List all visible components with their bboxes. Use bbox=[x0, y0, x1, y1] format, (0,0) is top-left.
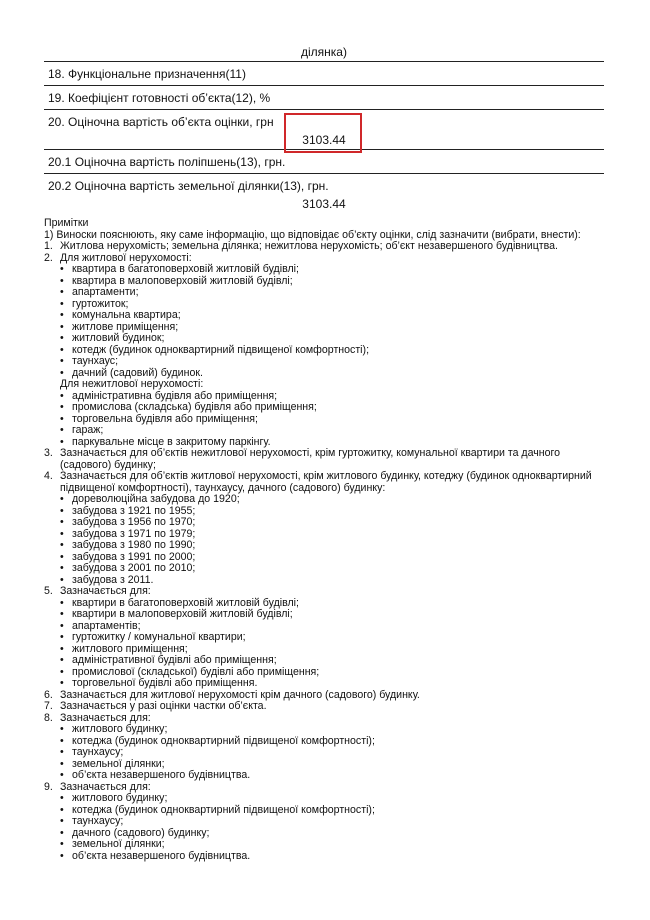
list-item: • торговельної будівлі або приміщення. bbox=[44, 678, 614, 690]
list-item: • забудова з 1921 по 1955; bbox=[44, 506, 614, 518]
nonresidential-heading: Для нежитлової нерухомості: bbox=[60, 378, 204, 390]
list-item: • таунхаусу; bbox=[44, 747, 614, 759]
note-item bbox=[44, 448, 614, 471]
row-18-label: 18. Функціональне призначення(11) bbox=[48, 67, 246, 81]
note-text: Зазначається для житлової нерухомості крім дачного (садового) будинку. bbox=[60, 688, 420, 701]
note-number: 8. bbox=[44, 711, 53, 724]
list-item: • апартаментів; bbox=[44, 621, 614, 633]
row-20-value: 3103.44 bbox=[302, 133, 346, 147]
list-item: • дореволюційна забудова до 1920; bbox=[44, 494, 614, 506]
list-item: • житлове приміщення; bbox=[44, 322, 614, 334]
list-item: • житловий будинок; bbox=[44, 333, 614, 345]
list-item: • адміністративної будівлі або приміщення; bbox=[44, 655, 614, 667]
note-text: Зазначається для об’єктів нежитлової нерухомості, крім гуртожитку, комунальної квартири та дачного (садового) будинку; bbox=[60, 447, 561, 471]
list-item: • гуртожитку / комунальної квартири; bbox=[44, 632, 614, 644]
table-row-20-2 bbox=[44, 174, 604, 212]
list-item: • апартаменти; bbox=[44, 287, 614, 299]
list-item: • торговельна будівля або приміщення; bbox=[44, 414, 614, 426]
note-number: 3. bbox=[44, 447, 53, 459]
row-20-2-value: 3103.44 bbox=[302, 197, 346, 211]
list-item: • забудова з 1971 по 1979; bbox=[44, 529, 614, 541]
list-item: • дачного (садового) будинку; bbox=[44, 828, 614, 840]
note-number: 1. bbox=[44, 240, 53, 252]
list-item: • земельної ділянки; bbox=[44, 759, 614, 771]
list-item: • паркувальне місце в закритому паркінгу. bbox=[44, 437, 614, 449]
row-20-1-label: 20.1 Оціночна вартість поліпшень(13), грн. bbox=[48, 155, 286, 169]
table-row-18 bbox=[44, 62, 604, 86]
note-text: Зазначається для об’єктів житлової нерухомості, крім житлового будинку, котеджу (будинок одноквартирний підвищеної комфортності), таунхаусу, дачного (садового) будинку: bbox=[60, 470, 592, 494]
list-item: • квартира в багатоповерховій житловій будівлі; bbox=[44, 264, 614, 276]
list-item: • об’єкта незавершеного будівництва. bbox=[44, 770, 614, 782]
list-item: • квартири в багатоповерховій житловій будівлі; bbox=[44, 598, 614, 610]
note-number: 4. bbox=[44, 470, 53, 482]
list-item: • таунхаусу; bbox=[44, 816, 614, 828]
note-text: Зазначається для: bbox=[60, 780, 151, 793]
list-item: • квартира в малоповерховій житловій будівлі; bbox=[44, 276, 614, 288]
list-item: • гараж; bbox=[44, 425, 614, 437]
table-row-20-1 bbox=[44, 150, 604, 174]
note-text: Житлова нерухомість; земельна ділянка; нежитлова нерухомість; об’єкт незавершеного будівництва. bbox=[60, 240, 558, 252]
list-item: • забудова з 2001 по 2010; bbox=[44, 563, 614, 575]
note-number: 6. bbox=[44, 688, 53, 701]
note-number: 2. bbox=[44, 251, 53, 264]
row-20-2-label: 20.2 Оціночна вартість земельної ділянки(13), грн. bbox=[48, 179, 329, 193]
list-item: • земельної ділянки; bbox=[44, 839, 614, 851]
table-row-continuation bbox=[44, 0, 604, 62]
row-20-label: 20. Оціночна вартість об’єкта оцінки, грн bbox=[48, 115, 274, 129]
note-item bbox=[44, 586, 614, 598]
note-item bbox=[44, 471, 614, 494]
list-item: • промислова (складська) будівля або приміщення; bbox=[44, 402, 614, 414]
list-item: • комунальна квартира; bbox=[44, 310, 614, 322]
list-item: • забудова з 2011. bbox=[44, 575, 614, 587]
list-item: • котедж (будинок одноквартирний підвищеної комфортності); bbox=[44, 345, 614, 357]
value-highlight-box bbox=[284, 113, 362, 153]
notes-title: Примітки bbox=[44, 217, 89, 229]
list-item: • таунхаус; bbox=[44, 356, 614, 368]
list-item: • адміністративна будівля або приміщення; bbox=[44, 391, 614, 403]
list-item: • промислової (складської) будівлі або приміщення; bbox=[44, 667, 614, 679]
note-text: Зазначається у разі оцінки частки об’єкта. bbox=[60, 700, 267, 712]
list-item: • забудова з 1980 по 1990; bbox=[44, 540, 614, 552]
notes-section bbox=[44, 218, 614, 862]
row-19-label: 19. Коефіцієнт готовності об’єкта(12), % bbox=[48, 91, 271, 105]
note-number: 5. bbox=[44, 585, 53, 597]
list-item: • котеджа (будинок одноквартирний підвищеної комфортності); bbox=[44, 736, 614, 748]
list-item: • гуртожиток; bbox=[44, 299, 614, 311]
note-text: Для житлової нерухомості: bbox=[60, 251, 192, 264]
valuation-table bbox=[44, 0, 604, 212]
note-number: 7. bbox=[44, 700, 53, 712]
list-item: • дачний (садовий) будинок. bbox=[44, 368, 614, 380]
list-item: • об’єкта незавершеного будівництва. bbox=[44, 851, 614, 863]
note-text: Зазначається для: bbox=[60, 711, 151, 724]
list-item: • житлового будинку; bbox=[44, 793, 614, 805]
note-number: 9. bbox=[44, 780, 53, 793]
notes-intro: 1) Виноски пояснюють, яку саме інформацію, що відповідає об’єкту оцінки, слід зазначити (вибрати, внести): bbox=[44, 228, 581, 241]
list-item: • забудова з 1991 по 2000; bbox=[44, 552, 614, 564]
continuation-text: ділянка) bbox=[301, 45, 347, 59]
list-item: • котеджа (будинок одноквартирний підвищеної комфортності); bbox=[44, 805, 614, 817]
list-item: • квартири в малоповерховій житловій будівлі; bbox=[44, 609, 614, 621]
list-item: • житлового приміщення; bbox=[44, 644, 614, 656]
note-text: Зазначається для: bbox=[60, 585, 151, 597]
list-item: • житлового будинку; bbox=[44, 724, 614, 736]
list-item: • забудова з 1956 по 1970; bbox=[44, 517, 614, 529]
table-row-19 bbox=[44, 86, 604, 110]
